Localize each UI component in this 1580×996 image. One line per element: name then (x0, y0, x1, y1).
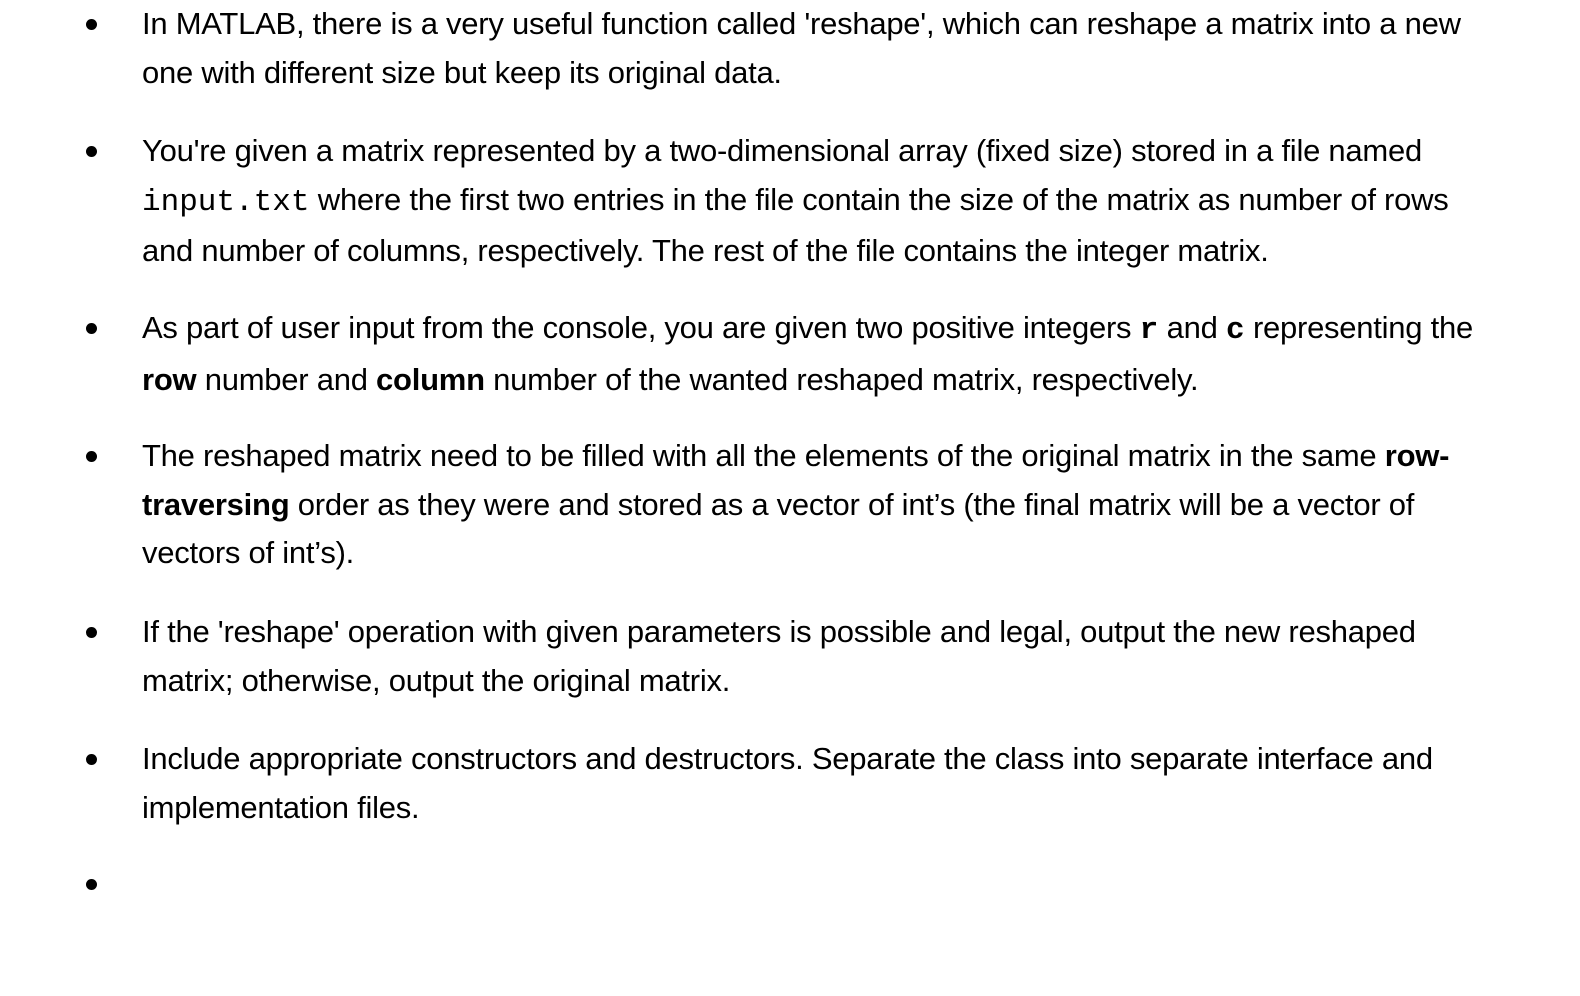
bold-column-term: column (376, 361, 485, 397)
bullet-text (142, 608, 1502, 705)
bullet-text (142, 304, 1502, 404)
bullet-text (142, 0, 1502, 97)
variable-c-code: c (1225, 313, 1245, 348)
bullet-dot-icon (86, 754, 97, 765)
text-segment: representing the (1244, 310, 1473, 345)
bullet-dot-icon (86, 451, 97, 462)
bullet-text (142, 127, 1502, 276)
bullet-dot-icon (86, 627, 97, 638)
bullet-text (142, 735, 1502, 832)
text-segment: If the 'reshape' operation with given parameters is possible and legal, output the new reshaped matrix; otherwise, output the original matrix. (142, 614, 1416, 698)
bullet-dot-icon (86, 146, 97, 157)
bold-row-term: row (142, 361, 197, 397)
text-segment: order as they were and stored as a vector of int’s (the final matrix will be a vector of vectors of int’s). (142, 486, 1415, 570)
bullet-text (142, 432, 1502, 578)
bullet-dot-icon (86, 879, 97, 890)
text-segment: The reshaped matrix need to be filled with all the elements of the original matrix in the same (142, 438, 1385, 473)
text-segment: where the first two entries in the file contain the size of the matrix as number of rows and number of columns, respectively. The rest of the file contains the integer matrix. (142, 181, 1449, 268)
filename-code: input.txt (142, 184, 310, 220)
bold-row-traversing-term: row-traversing (142, 438, 1450, 522)
text-segment: You're given a matrix represented by a two-dimensional array (fixed size) stored in a file named (142, 133, 1422, 168)
text-segment: Include appropriate constructors and destructors. Separate the class into separate interface and implementation files. (142, 741, 1433, 825)
bullet-dot-icon (86, 323, 97, 334)
text-segment: and (1158, 310, 1226, 345)
text-segment: number and (196, 361, 377, 397)
text-segment: number of the wanted reshaped matrix, respectively. (484, 361, 1199, 397)
text-segment: In MATLAB, there is a very useful function called 'reshape', which can reshape a matrix into a new one with different size but keep its original data. (142, 6, 1461, 90)
bullet-dot-icon (86, 19, 97, 30)
variable-r-code: r (1139, 313, 1159, 348)
text-segment: As part of user input from the console, you are given two positive integers (142, 310, 1140, 345)
